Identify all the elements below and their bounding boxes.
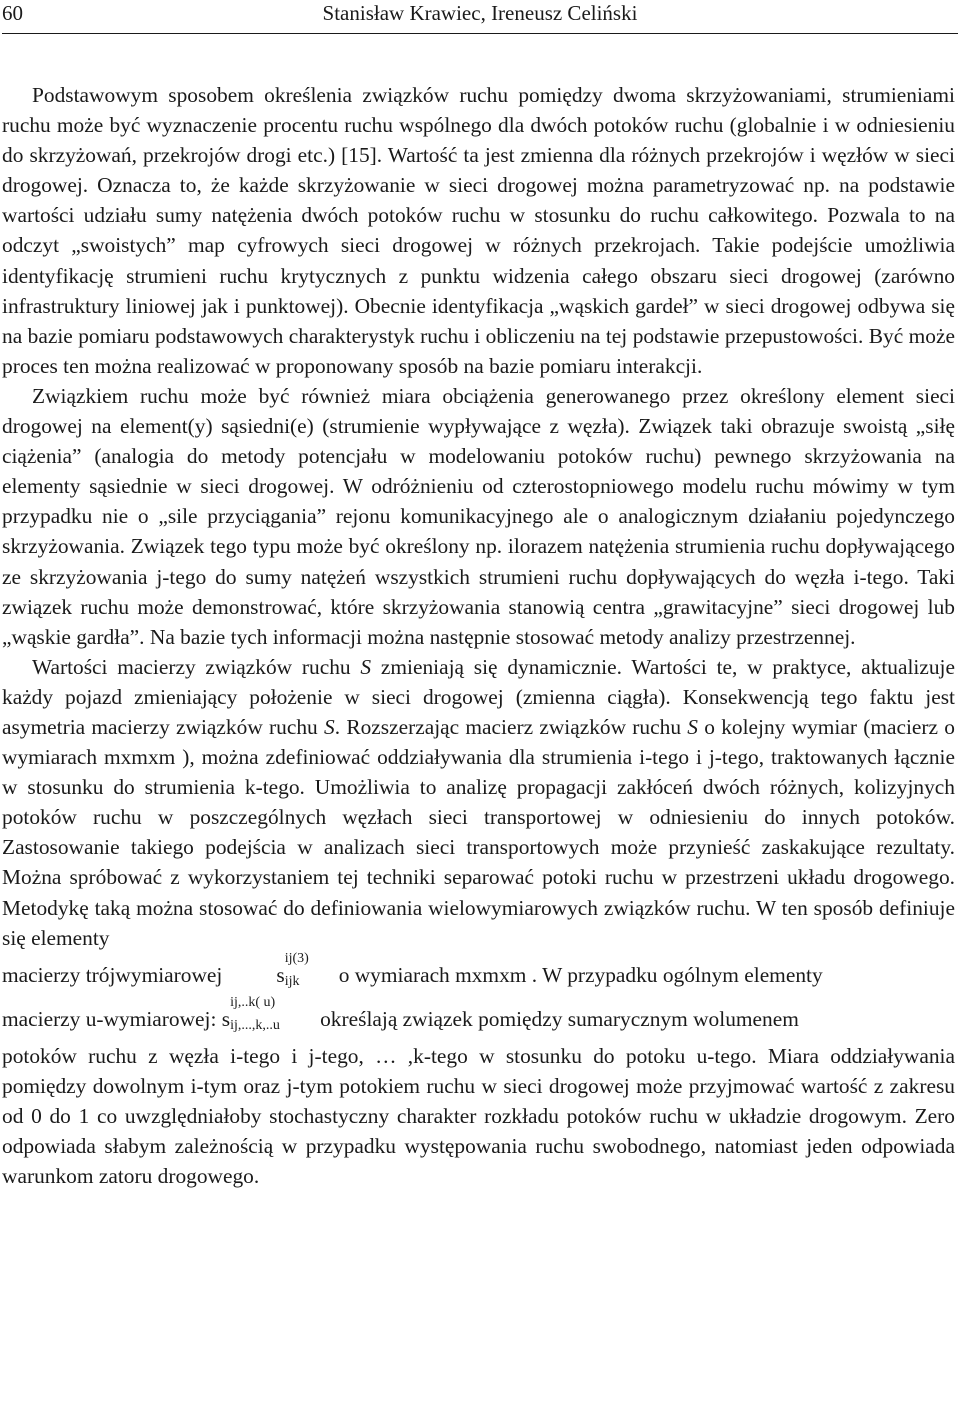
paragraph-3-part-c: . Rozszerzając macierz związków ruchu: [334, 714, 688, 739]
paragraph-3-continuation: potoków ruchu z węzła i-tego i j-tego, … ,k-tego w stosunku do potoku u-tego. Miara oddziaływania pomiędzy dowolnym i-tym oraz j-tym potokiem ruchu w sieci drogowej może przyjmować wartość z zakresu od 0 do 1 co uwzględniałoby stochastyczny charakter rozkładu potoków ruchu w układzie drogowym. Zero odpowiada słabym zależnością w przypadku występowania ruchu swobodnego, natomiast jeden odpowiada warunkom zatoru drogowego.: [2, 1043, 955, 1189]
matrix-symbol-S: S: [324, 714, 335, 739]
formula-1-symbol: s: [276, 962, 285, 987]
body-text: [2, 80, 955, 1191]
formula-1-subscript: ijk: [284, 973, 300, 989]
paragraph-3-part-b: zmieniają się dynamicznie. Wartości te, w praktyce, aktualizuje każdy pojazd zmieniający położenie w sieci drogowej (zmienna ciągła). Konsekwencją tego faktu jest asymetria macierzy związków ruchu: [2, 654, 955, 739]
formula-1-superscript: ij(3): [284, 950, 309, 966]
formula-1-lead-text: macierzy trójwymiarowej: [2, 962, 223, 987]
page-number: 60: [2, 1, 23, 25]
running-head: Stanisław Krawiec, Ireneusz Celiński: [322, 1, 638, 25]
formula-1-trailing-text: o wymiarach mxmxm . W przypadku ogólnym elementy: [338, 962, 823, 987]
formula-2-lead-text: macierzy u-wymiarowej:: [2, 1006, 217, 1031]
matrix-symbol-S: S: [360, 654, 372, 679]
header-rule: [2, 33, 958, 34]
formula-s-ijk: [276, 950, 309, 997]
paragraph-2: Związkiem ruchu może być również miara obciążenia generowanego przez określony element sieci drogowej na element(y) sąsiedni(e) (strumienie wypływające z węzła). Związek taki obrazuje swoistą „siłę ciążenia” (analogia do metody potencjału w modelowaniu potoków ruchu) pewnego skrzyżowania na elementy sąsiednie w sieci drogowej. W odróżnieniu od czterostopniowego modelu ruchu mówimy w tym przypadku nie o „sile przyciągania” rejonu komunikacyjnego ale o analogicznym działaniu pojedynczego skrzyżowania. Związek tego typu może być określony np. ilorazem natężenia strumienia ruchu dopływającego ze skrzyżowania j-tego do sumy natężeń wszystkich strumieni ruchu dopływających do węzła i-tego. Taki związek ruchu może demonstrować, które skrzyżowania stanowią centra „grawitacyjne” sieci drogowej lub „wąskie gardła”. Na bazie tych informacji można następnie stosować metody analizy przestrzennej.: [2, 383, 955, 649]
formula-s-ij-k-u: [221, 994, 280, 1041]
formula-line-1: [2, 950, 955, 997]
formula-2-superscript: ij,..k( u): [230, 994, 276, 1010]
paragraph-3: [2, 652, 955, 953]
formula-2-subscript: ij,...,k,..u: [230, 1017, 280, 1033]
page-header: [2, 0, 958, 26]
paragraph-1: Podstawowym sposobem określenia związków ruchu pomiędzy dwoma skrzyżowaniami, strumieniami ruchu może być wyznaczenie procentu ruchu wspólnego dla dwóch potoków ruchu (globalnie i w odniesieniu do skrzyżowań, przekrojów drogi etc.) [15]. Wartość ta jest zmienna dla różnych przekrojów i węzłów w sieci drogowej. Oznacza to, że każde skrzyżowanie w sieci drogowej można parametryzować np. na podstawie wartości udziału sumy natężenia dwóch potoków ruchu w stosunku do ruchu całkowitego. Pozwala to na odczyt „swoistych” map cyfrowych sieci drogowej w różnych przekrojach. Takie podejście umożliwia identyfikację strumieni ruchu krytycznych z punktu widzenia całego obszaru sieci drogowej (zarówno infrastruktury liniowej jak i punktowej). Obecnie identyfikacja „wąskich gardeł” w sieci drogowej odbywa się na bazie pomiaru podstawowych charakterystyk ruchu i obliczeniu na tej podstawie przepustowości. Być może proces ten można realizować w proponowany sposób na bazie pomiaru interakcji.: [2, 83, 955, 378]
matrix-symbol-S: S: [687, 714, 698, 739]
formula-2-symbol: s: [221, 1006, 231, 1031]
formula-2-trailing-text: określają związek pomiędzy sumarycznym wolumenem: [320, 1006, 799, 1031]
paragraph-3-part-a: Wartości macierzy związków ruchu: [32, 654, 361, 679]
formula-line-2: [2, 994, 955, 1041]
paragraph-3-part-d: o kolejny wymiar (macierz o wymiarach mxmxm ), można zdefiniować oddziaływania dla strumienia i-tego i j-tego, traktowanych łącznie w stosunku do strumienia k-tego. Umożliwia to analizę propagacji zakłóceń dwóch różnych, kolizyjnych potoków ruchu w poszczególnych węzłach sieci transportowej w odniesieniu do innych potoków. Zastosowanie takiego podejścia w analizach sieci transportowych może przynieść zaskakujące rezultaty. Można spróbować z wykorzystaniem tej techniki separować potoki ruchu w przestrzeni układu drogowego. Metodykę taką można stosować do definiowania wielowymiarowych związków ruchu. W ten sposób definiuje się elementy: [2, 714, 955, 950]
